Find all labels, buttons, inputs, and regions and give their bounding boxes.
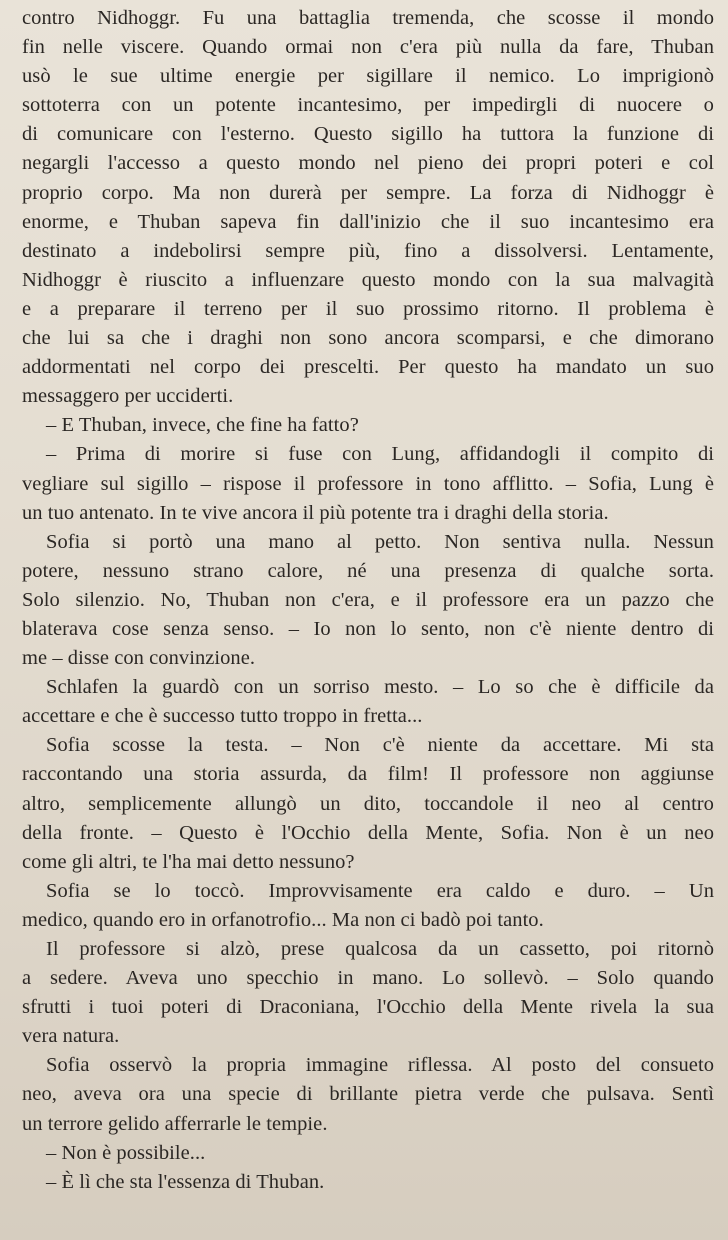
text-line: Sofia si portò una mano al petto. Non sentiva nulla. Nessun (46, 530, 714, 553)
text-line: – E Thuban, invece, che fine ha fatto? (46, 414, 359, 437)
text-line: usò le sue ultime energie per sigillare il nemico. Lo imprigionò (22, 65, 714, 88)
text-line: Il professore si alzò, prese qualcosa da un cassetto, poi ritornò (46, 938, 714, 960)
text-line: accettare e che è successo tutto troppo in fretta... (22, 705, 423, 728)
text-line: proprio corpo. Ma non durerà per sempre. La forza di Nidhoggr è (22, 181, 714, 204)
text-line: – Prima di morire si fuse con Lung, affidandogli il compito di (46, 443, 714, 466)
text-line: sottoterra con un potente incantesimo, per impedirgli di nuocere o (22, 94, 714, 117)
text-line: Sofia se lo toccò. Improvvisamente era caldo e duro. – Un (46, 879, 714, 902)
text-line: sfrutti i tuoi poteri di Draconiana, l'Occhio della Mente rivela la sua (22, 996, 714, 1019)
text-line: medico, quando ero in orfanotrofio... Ma non ci badò poi tanto. (22, 908, 544, 931)
text-line: neo, aveva ora una specie di brillante pietra verde che pulsava. Sentì (22, 1083, 714, 1106)
text-line: – È lì che sta l'essenza di Thuban. (46, 1170, 325, 1193)
text-line: fin nelle viscere. Quando ormai non c'era più nulla da fare, Thuban (22, 36, 714, 59)
text-line: blaterava cose senza senso. – Io non lo sento, non c'è niente dentro di (22, 617, 714, 640)
text-line: Sofia scosse la testa. – Non c'è niente da accettare. Mi sta (46, 734, 714, 757)
text-line: vera natura. (22, 1025, 120, 1048)
text-line: e a preparare il terreno per il suo prossimo ritorno. Il problema è (22, 297, 714, 320)
text-line: Nidhoggr è riuscito a influenzare questo mondo con la sua malvagità (22, 268, 714, 291)
text-line: enorme, e Thuban sapeva fin dall'inizio che il suo incantesimo era (22, 210, 714, 233)
text-line: – Non è possibile... (46, 1141, 206, 1164)
text-line: Solo silenzio. No, Thuban non c'era, e il professore era un pazzo che (22, 588, 714, 611)
text-line: negargli l'accesso a questo mondo nel pieno dei propri poteri e col (22, 152, 714, 175)
text-line: Schlafen la guardò con un sorriso mesto. – Lo so che è difficile da (46, 676, 714, 699)
text-line: destinato a indebolirsi sempre più, fino a dissolversi. Lentamente, (22, 239, 714, 262)
text-line: potere, nessuno strano calore, né una presenza di qualche sorta. (22, 559, 714, 582)
text-line: della fronte. – Questo è l'Occhio della Mente, Sofia. Non è un neo (22, 821, 714, 844)
text-line: vegliare sul sigillo – rispose il professore in tono afflitto. – Sofia, Lung è (22, 472, 714, 495)
text-line: che lui sa che i draghi non sono ancora scomparsi, e che dimorano (22, 327, 714, 350)
text-line: come gli altri, te l'ha mai detto nessuno? (22, 850, 355, 873)
text-line: un tuo antenato. In te vive ancora il più potente tra i draghi della storia. (22, 501, 609, 524)
text-line: messaggero per ucciderti. (22, 385, 234, 408)
text-line: contro Nidhoggr. Fu una battaglia tremenda, che scosse il mondo (22, 7, 714, 29)
text-line: me – disse con convinzione. (22, 647, 256, 670)
text-line: un terrore gelido afferrarle le tempie. (22, 1112, 328, 1135)
text-line: Sofia osservò la propria immagine riflessa. Al posto del consueto (46, 1054, 714, 1077)
text-line: addormentati nel corpo dei prescelti. Per questo ha mandato un suo (22, 356, 714, 379)
text-line: di comunicare con l'esterno. Questo sigillo ha tuttora la funzione di (22, 123, 714, 146)
text-line: raccontando una storia assurda, da film! Il professore non aggiunse (22, 763, 714, 786)
text-line: a sedere. Aveva uno specchio in mano. Lo sollevò. – Solo quando (22, 967, 714, 990)
text-line: altro, semplicemente allungò un dito, toccandole il neo al centro (22, 792, 714, 815)
